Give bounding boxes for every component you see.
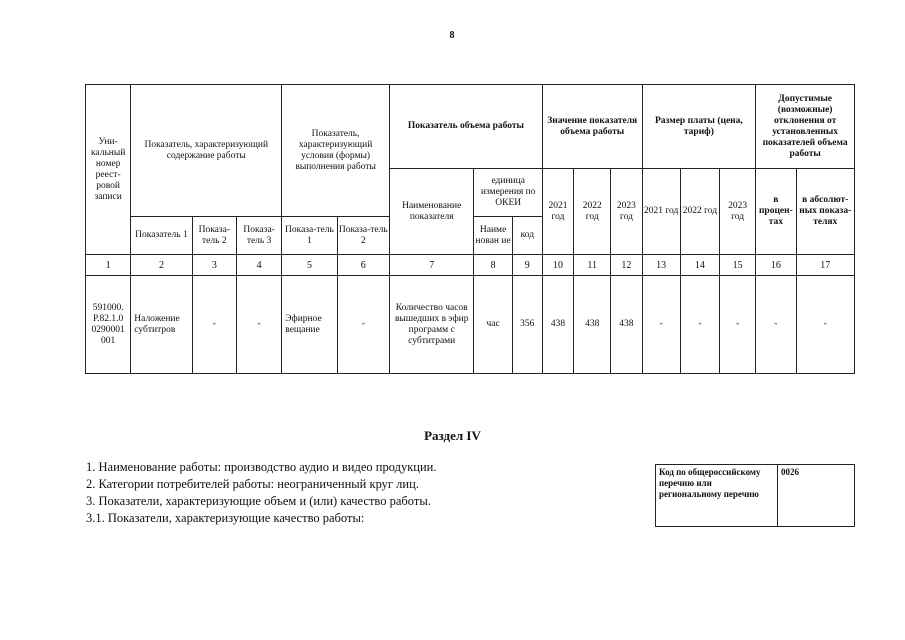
list-item: 2. Категории потребителей работы: неограниченный круг лиц. xyxy=(86,477,419,491)
cell-unit-code: 356 xyxy=(512,276,542,374)
column-number: 11 xyxy=(574,255,611,276)
column-number: 6 xyxy=(337,255,389,276)
code-value: 0026 xyxy=(778,465,855,527)
column-number: 16 xyxy=(756,255,796,276)
header-fee-year-2023: 2023 год xyxy=(720,169,756,255)
column-numbers-row xyxy=(86,255,855,276)
header-content-3: Показа-тель 3 xyxy=(236,217,281,255)
table-row xyxy=(86,276,855,374)
cell-unit-name: час xyxy=(474,276,512,374)
header-content-indicator: Показатель, характеризующий содержание работы xyxy=(131,85,282,217)
cell-value-2023: 438 xyxy=(611,276,642,374)
cell-absolute: - xyxy=(796,276,855,374)
list-item: 1. Наименование работы: производство аудио и видео продукции. xyxy=(86,460,437,474)
column-number: 12 xyxy=(611,255,642,276)
code-box xyxy=(655,464,855,527)
header-year-2023: 2023 год xyxy=(611,169,642,255)
header-absolute: в абсолют-ных показа-телях xyxy=(796,169,855,255)
header-content-1: Показатель 1 xyxy=(131,217,192,255)
header-fee-size: Размер платы (цена, тариф) xyxy=(642,85,756,169)
code-label: Код по общероссийскому перечню или региональному перечню xyxy=(656,465,778,527)
column-number: 9 xyxy=(512,255,542,276)
column-number: 7 xyxy=(389,255,474,276)
header-condition-2: Показа-тель 2 xyxy=(337,217,389,255)
list-item: 3. Показатели, характеризующие объем и (или) качество работы. xyxy=(86,494,431,508)
cell-content-3: - xyxy=(236,276,281,374)
column-number: 10 xyxy=(542,255,573,276)
cell-condition-2: - xyxy=(337,276,389,374)
cell-fee-2023: - xyxy=(720,276,756,374)
header-unit: единица измерения по ОКЕИ xyxy=(474,169,542,217)
header-content-2: Показа-тель 2 xyxy=(192,217,236,255)
cell-fee-2022: - xyxy=(680,276,719,374)
cell-unique-number: 591000. Р.82.1.0 0290001 001 xyxy=(86,276,131,374)
column-number: 15 xyxy=(720,255,756,276)
page-number: 8 xyxy=(449,30,455,41)
cell-indicator-name: Количество часов вышедших в эфир программ с субтитрами xyxy=(389,276,474,374)
column-number: 1 xyxy=(86,255,131,276)
cell-value-2021: 438 xyxy=(542,276,573,374)
column-number: 3 xyxy=(192,255,236,276)
column-number: 17 xyxy=(796,255,855,276)
cell-content-1: Наложение субтитров xyxy=(131,276,192,374)
section-title: Раздел IV xyxy=(424,428,481,443)
cell-value-2022: 438 xyxy=(574,276,611,374)
column-number: 13 xyxy=(642,255,680,276)
header-condition-indicator: Показатель, характеризующий условия (формы) выполнения работы xyxy=(282,85,390,217)
list-item: 3.1. Показатели, характеризующие качество работы: xyxy=(86,511,365,525)
header-deviations: Допустимые (возможные) отклонения от установленных показателей объема работы xyxy=(756,85,855,169)
column-number: 2 xyxy=(131,255,192,276)
work-volume-table xyxy=(85,84,855,374)
header-year-2021: 2021 год xyxy=(542,169,573,255)
header-fee-year-2021: 2021 год xyxy=(642,169,680,255)
column-number: 5 xyxy=(282,255,337,276)
header-condition-1: Показа-тель 1 xyxy=(282,217,337,255)
header-indicator-name: Наименование показателя xyxy=(389,169,474,255)
header-volume-indicator: Показатель объема работы xyxy=(389,85,542,169)
column-number: 8 xyxy=(474,255,512,276)
header-unique-number: Уни-кальный номер реест-ровой записи xyxy=(86,85,131,255)
header-year-2022: 2022 год xyxy=(574,169,611,255)
cell-percent: - xyxy=(756,276,796,374)
cell-content-2: - xyxy=(192,276,236,374)
column-number: 4 xyxy=(236,255,281,276)
column-number: 14 xyxy=(680,255,719,276)
header-percent: в процен-тах xyxy=(756,169,796,255)
cell-condition-1: Эфирное вещание xyxy=(282,276,337,374)
header-unit-name: Наиме нован ие xyxy=(474,217,512,255)
cell-fee-2021: - xyxy=(642,276,680,374)
header-volume-value: Значение показателя объема работы xyxy=(542,85,642,169)
section-items xyxy=(86,459,436,527)
header-fee-year-2022: 2022 год xyxy=(680,169,719,255)
header-unit-code: код xyxy=(512,217,542,255)
